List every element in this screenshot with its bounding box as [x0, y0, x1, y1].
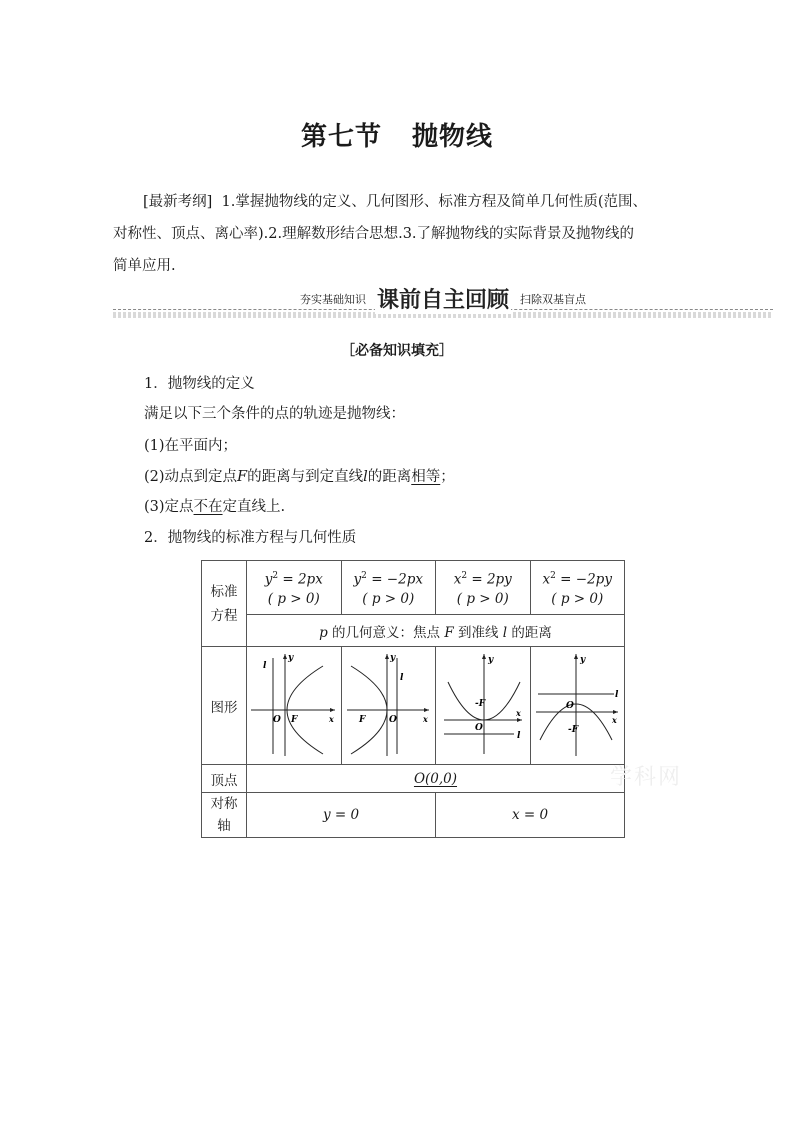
cell-eq-3: $x^2 = 2py$ ( p > 0)	[436, 561, 531, 615]
parabola-table	[201, 560, 625, 838]
cell-eq-2: $y^2 = -2px$ ( p > 0)	[341, 561, 436, 615]
graph-right-opening	[249, 648, 339, 760]
syllabus-paragraph	[113, 186, 681, 282]
cell-vertex-label: 顶点	[202, 765, 247, 793]
svg-text:l: l	[262, 660, 267, 671]
svg-text:-F: -F	[568, 724, 579, 735]
cell-eq-4: $x^2 = -2py$ ( p > 0)	[530, 561, 625, 615]
blank-not-on: 不在	[193, 499, 223, 515]
syllabus-line3: 简单应用.	[113, 258, 176, 274]
svg-text:x: x	[423, 713, 429, 724]
cell-graph-1	[247, 647, 342, 765]
section-banner	[113, 283, 773, 323]
title-section-number: 第七节	[300, 122, 382, 152]
svg-text:O: O	[474, 722, 483, 733]
svg-text:-F: -F	[474, 698, 485, 709]
cell-graph-3	[436, 647, 531, 765]
condition-1: (1)在平面内；	[144, 438, 238, 454]
cell-p-meaning: p 的几何意义：焦点 F 到准线 l 的距离	[247, 615, 625, 647]
svg-text:O: O	[566, 700, 575, 711]
banner-left-text: 夯实基础知识	[297, 291, 369, 307]
cell-std-label: 标准方程	[202, 561, 247, 647]
svg-text:y: y	[487, 654, 493, 665]
graph-up-opening	[438, 648, 528, 760]
svg-text:F: F	[359, 714, 366, 725]
section-subtitle: ［必备知识填充］	[341, 343, 453, 359]
cell-graph-4	[530, 647, 625, 765]
syllabus-tag: [最新考纲]	[143, 194, 213, 210]
cell-graph-2	[341, 647, 436, 765]
svg-text:O: O	[272, 714, 281, 725]
svg-text:O: O	[389, 714, 398, 725]
svg-text:F: F	[290, 714, 298, 725]
svg-text:x: x	[612, 714, 618, 725]
svg-text:l: l	[516, 730, 521, 741]
watermark: 学科网	[610, 765, 683, 790]
blank-equal: 相等	[411, 469, 441, 485]
definition-heading: 1．抛物线的定义	[144, 376, 255, 392]
cell-axis-label: 对称轴	[202, 793, 247, 838]
graph-left-opening	[343, 648, 433, 760]
cell-graph-label: 图形	[202, 647, 247, 765]
graph-down-opening	[532, 648, 622, 760]
banner-right-text: 扫除双基盲点	[517, 291, 589, 307]
cell-axis-x: x = 0	[436, 793, 625, 838]
cell-axis-y: y = 0	[247, 793, 436, 838]
svg-text:l: l	[400, 672, 404, 683]
syllabus-line2: 对称性、顶点、离心率).2.理解数形结合思想.3.了解抛物线的实际背景及抛物线的	[113, 226, 635, 242]
svg-text:x: x	[328, 713, 334, 724]
properties-heading: 2．抛物线的标准方程与几何性质	[144, 530, 357, 546]
condition-2: (2)动点到定点F的距离与到定直线l的距离相等；	[144, 469, 455, 485]
cell-eq-1: $y^2 = 2px$ ( p > 0)	[247, 561, 342, 615]
vertex-value: O(0,0)	[413, 770, 458, 787]
page-title	[0, 116, 794, 153]
condition-3: (3)定点不在定直线上.	[144, 499, 286, 515]
svg-text:y: y	[580, 654, 586, 665]
definition-intro: 满足以下三个条件的点的轨迹是抛物线：	[144, 406, 405, 422]
svg-text:y: y	[287, 652, 293, 663]
cell-vertex	[247, 765, 625, 793]
svg-text:y: y	[390, 652, 396, 663]
svg-text:l: l	[615, 689, 619, 700]
syllabus-line1: 1.掌握抛物线的定义、几何图形、标准方程及简单几何性质(范围、	[221, 194, 648, 210]
banner-title: 课前自主回顾	[375, 283, 511, 314]
svg-text:x: x	[515, 707, 521, 718]
title-topic: 抛物线	[412, 122, 494, 152]
